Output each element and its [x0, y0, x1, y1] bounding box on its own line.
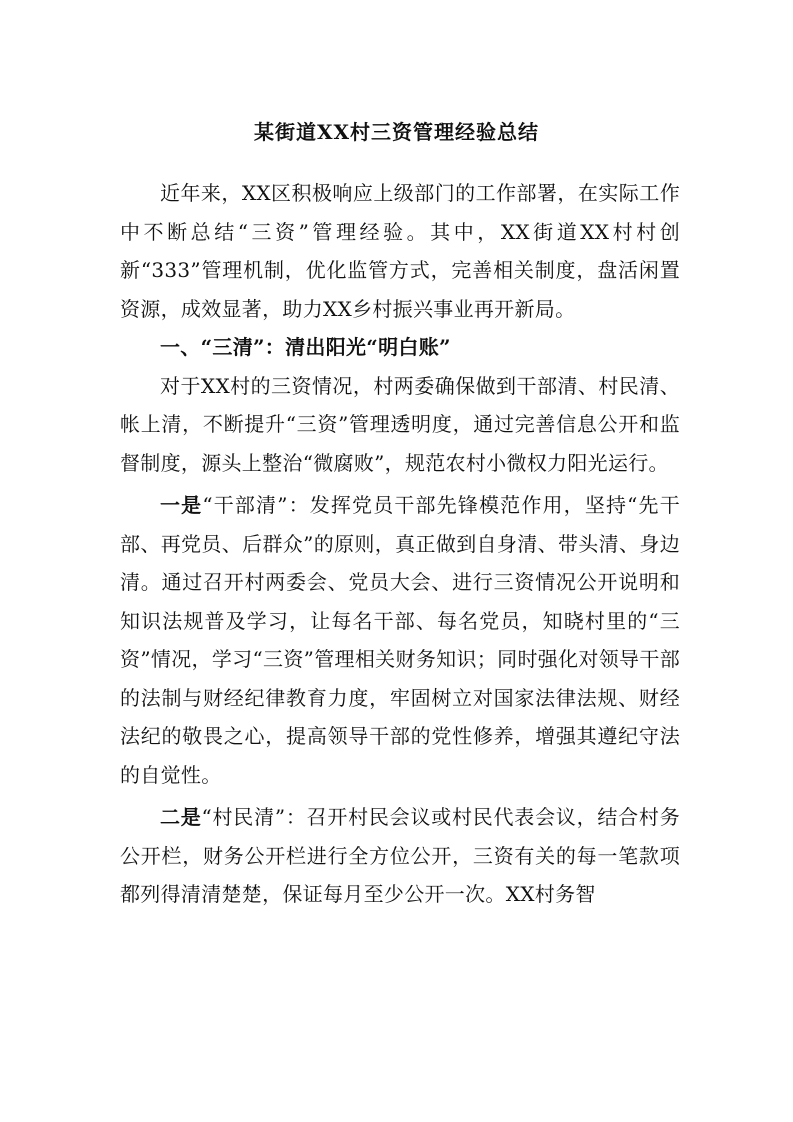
- point-lead: 二是: [160, 805, 202, 829]
- document-body: [120, 174, 680, 914]
- heading-text: 一、“三清”：清出阳光“明白账”: [160, 335, 451, 359]
- paragraph-text: 对于XX村的三资情况，村两委确保做到干部清、村民清、帐上清，不断提升“三资”管理透明度，通过完善信息公开和监督制度，源头上整治“微腐败”，规范农村小微权力阳光运行。: [120, 373, 680, 475]
- paragraph-text: “干部清”：发挥党员干部先锋模范作用，坚持“先干部、再党员、后群众”的原则，真正做到自身清、带头清、身边清。通过召开村两委会、党员大会、进行三资情况公开说明和知识法规普及学习，让每名干部、每名党员，知晓村里的“三资”情况，学习“三资”管理相关财务知识；同时强化对领导干部的法制与财经纪律教育力度，牢固树立对国家法律法规、财经法纪的敬畏之心，提高领导干部的党性修养，增强其遵纪守法的自觉性。: [120, 493, 680, 787]
- paragraph-text: 近年来，XX区积极响应上级部门的工作部署，在实际工作中不断总结“三资”管理经验。其中，XX街道XX村村创新“333”管理机制，优化监管方式，完善相关制度，盘活闲置资源，成效显著，助力XX乡村振兴事业再开新局。: [120, 181, 680, 321]
- point-paragraph-two: [120, 798, 680, 914]
- paragraph-text: “村民清”：召开村民会议或村民代表会议，结合村务公开栏，财务公开栏进行全方位公开，三资有关的每一笔款项都列得清清楚楚，保证每月至少公开一次。XX村务智: [120, 805, 680, 906]
- point-lead: 一是: [160, 493, 203, 517]
- document-title: 某街道XX村三资管理经验总结: [253, 120, 540, 144]
- section-heading: [120, 328, 680, 367]
- intro-paragraph: [120, 174, 680, 328]
- point-paragraph-one: [120, 486, 680, 794]
- section-paragraph: [120, 367, 680, 483]
